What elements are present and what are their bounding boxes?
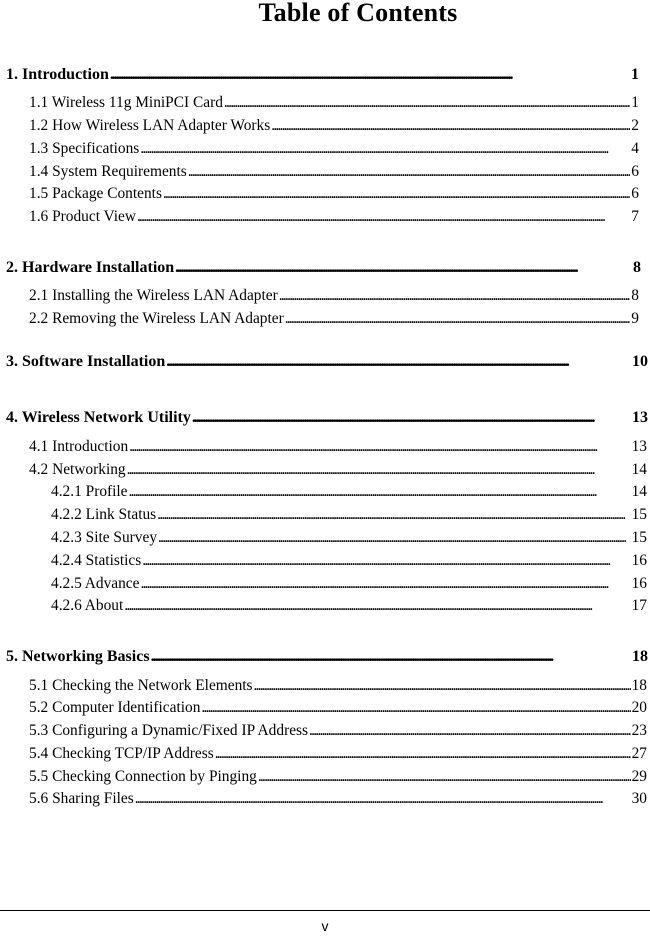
toc-entry-label: 5.5 Checking Connection by Pinging: [29, 768, 257, 785]
leader-dots: [285, 309, 631, 329]
toc-entry-4-2-3[interactable]: [51, 528, 647, 548]
toc-entry-page: 20: [631, 699, 647, 716]
toc-entry-label: 4.2.1 Profile: [51, 483, 128, 500]
leader-dots: [140, 574, 630, 594]
toc-entry-4-1[interactable]: [29, 437, 647, 457]
toc-entry-4-2[interactable]: [29, 460, 647, 480]
leader-dots: [135, 789, 631, 809]
toc-entry-4[interactable]: [6, 408, 648, 428]
toc-entry-label: 1.6 Product View: [29, 208, 136, 225]
toc-entry-5[interactable]: [6, 647, 648, 667]
toc-entry-page: 6: [631, 185, 639, 202]
toc-entry-page: 7: [631, 208, 639, 225]
leader-dots: [166, 352, 631, 372]
toc-entry-2-2[interactable]: [29, 309, 639, 329]
toc-entry-page: 2: [631, 117, 639, 134]
toc-entry-4-2-4[interactable]: [51, 551, 647, 571]
toc-entry-5-4[interactable]: [29, 744, 647, 764]
toc-entry-label: 1.1 Wireless 11g MiniPCI Card: [29, 94, 223, 111]
leader-dots: [201, 698, 630, 718]
toc-entry-page: 16: [631, 552, 647, 569]
leader-dots: [224, 93, 630, 113]
toc-entry-page: 13: [632, 409, 648, 426]
toc-entry-label: 4.2.4 Statistics: [51, 552, 142, 569]
leader-dots: [188, 162, 631, 182]
leader-dots: [258, 767, 631, 787]
toc-entry-page: 18: [632, 648, 648, 665]
toc-entry-page: 15: [631, 506, 647, 523]
toc-entry-label: 5.1 Checking the Network Elements: [29, 677, 253, 694]
toc-entry-page: 14: [631, 483, 647, 500]
toc-entry-label: 4.2 Networking: [29, 461, 126, 478]
leader-dots: [129, 437, 630, 457]
toc-entry-page: 16: [631, 575, 647, 592]
toc-entry-label: 1.2 How Wireless LAN Adapter Works: [29, 117, 271, 134]
leader-dots: [151, 647, 631, 667]
leader-dots: [129, 482, 631, 502]
toc-entry-page: 27: [631, 745, 647, 762]
toc-entry-page: 1: [631, 66, 639, 83]
toc-entry-5-1[interactable]: [29, 676, 647, 696]
toc-entry-4-2-6[interactable]: [51, 596, 647, 616]
leader-dots: [254, 676, 631, 696]
toc-entry-label: 2.1 Installing the Wireless LAN Adapter: [29, 287, 278, 304]
leader-dots: [137, 207, 630, 227]
toc-entry-5-3[interactable]: [29, 721, 647, 741]
footer-divider: [0, 910, 650, 911]
toc-entry-page: 6: [631, 163, 639, 180]
toc-entry-page: 30: [631, 790, 647, 807]
leader-dots: [279, 286, 631, 306]
toc-entry-label: 2.2 Removing the Wireless LAN Adapter: [29, 310, 284, 327]
toc-entry-page: 14: [631, 461, 647, 478]
toc-entry-label: 4.1 Introduction: [29, 438, 129, 455]
page-number: v: [321, 918, 329, 934]
toc-entry-1-1[interactable]: [29, 93, 639, 113]
leader-dots: [175, 258, 632, 278]
toc-entry-4-2-2[interactable]: [51, 505, 647, 525]
toc-entry-label: 3. Software Installation: [6, 353, 166, 370]
toc-entry-page: 9: [631, 310, 639, 327]
toc-entry-page: 1: [631, 94, 639, 111]
toc-entry-4-2-1[interactable]: [51, 482, 647, 502]
toc-entry-5-5[interactable]: [29, 767, 647, 787]
toc-entry-1-5[interactable]: [29, 184, 639, 204]
toc-entry-label: 1.4 System Requirements: [29, 163, 187, 180]
leader-dots: [215, 744, 631, 764]
toc-entry-5-2[interactable]: [29, 698, 647, 718]
toc-entry-1-4[interactable]: [29, 162, 639, 182]
toc-entry-1-3[interactable]: [29, 139, 639, 159]
toc-entry-label: 4. Wireless Network Utility: [6, 409, 191, 426]
toc-entry-label: 5. Networking Basics: [6, 648, 150, 665]
toc-entry-1-2[interactable]: [29, 116, 639, 136]
toc-entry-page: 18: [631, 677, 647, 694]
toc-entry-4-2-5[interactable]: [51, 574, 647, 594]
toc-entry-label: 2. Hardware Installation: [6, 259, 175, 276]
leader-dots: [110, 65, 630, 85]
toc-entry-2[interactable]: [6, 258, 641, 278]
leader-dots: [127, 460, 631, 480]
toc-entry-label: 5.4 Checking TCP/IP Address: [29, 745, 214, 762]
leader-dots: [163, 184, 630, 204]
toc-entry-page: 17: [631, 597, 647, 614]
toc-entry-page: 8: [633, 259, 641, 276]
toc-entry-label: 4.2.5 Advance: [51, 575, 140, 592]
toc-entry-page: 4: [631, 140, 639, 157]
toc-entry-5-6[interactable]: [29, 789, 647, 809]
toc-entry-page: 13: [631, 438, 647, 455]
toc-entry-2-1[interactable]: [29, 286, 639, 306]
leader-dots: [271, 116, 630, 136]
toc-entry-3[interactable]: [6, 352, 648, 372]
leader-dots: [158, 528, 631, 548]
toc-entry-label: 5.6 Sharing Files: [29, 790, 134, 807]
toc-entry-page: 10: [632, 353, 648, 370]
toc-entry-page: 23: [631, 722, 647, 739]
toc-entry-1-6[interactable]: [29, 207, 639, 227]
toc-entry-page: 29: [631, 768, 647, 785]
leader-dots: [192, 408, 631, 428]
toc-entry-page: 8: [631, 287, 639, 304]
toc-entry-page: 15: [631, 529, 647, 546]
toc-entry-label: 4.2.3 Site Survey: [51, 529, 158, 546]
leader-dots: [309, 721, 631, 741]
toc-entry-label: 1. Introduction: [6, 66, 109, 83]
leader-dots: [142, 551, 630, 571]
leader-dots: [157, 505, 630, 525]
toc-entry-label: 5.3 Configuring a Dynamic/Fixed IP Address: [29, 722, 308, 739]
toc-entry-label: 4.2.6 About: [51, 597, 124, 614]
page-title: Table of Contents: [258, 0, 458, 27]
toc-entry-label: 5.2 Computer Identification: [29, 699, 201, 716]
leader-dots: [140, 139, 630, 159]
toc-entry-1[interactable]: [6, 65, 639, 85]
leader-dots: [124, 596, 630, 616]
toc-entry-label: 4.2.2 Link Status: [51, 506, 157, 523]
toc-entry-label: 1.3 Specifications: [29, 140, 140, 157]
toc-entry-label: 1.5 Package Contents: [29, 185, 162, 202]
